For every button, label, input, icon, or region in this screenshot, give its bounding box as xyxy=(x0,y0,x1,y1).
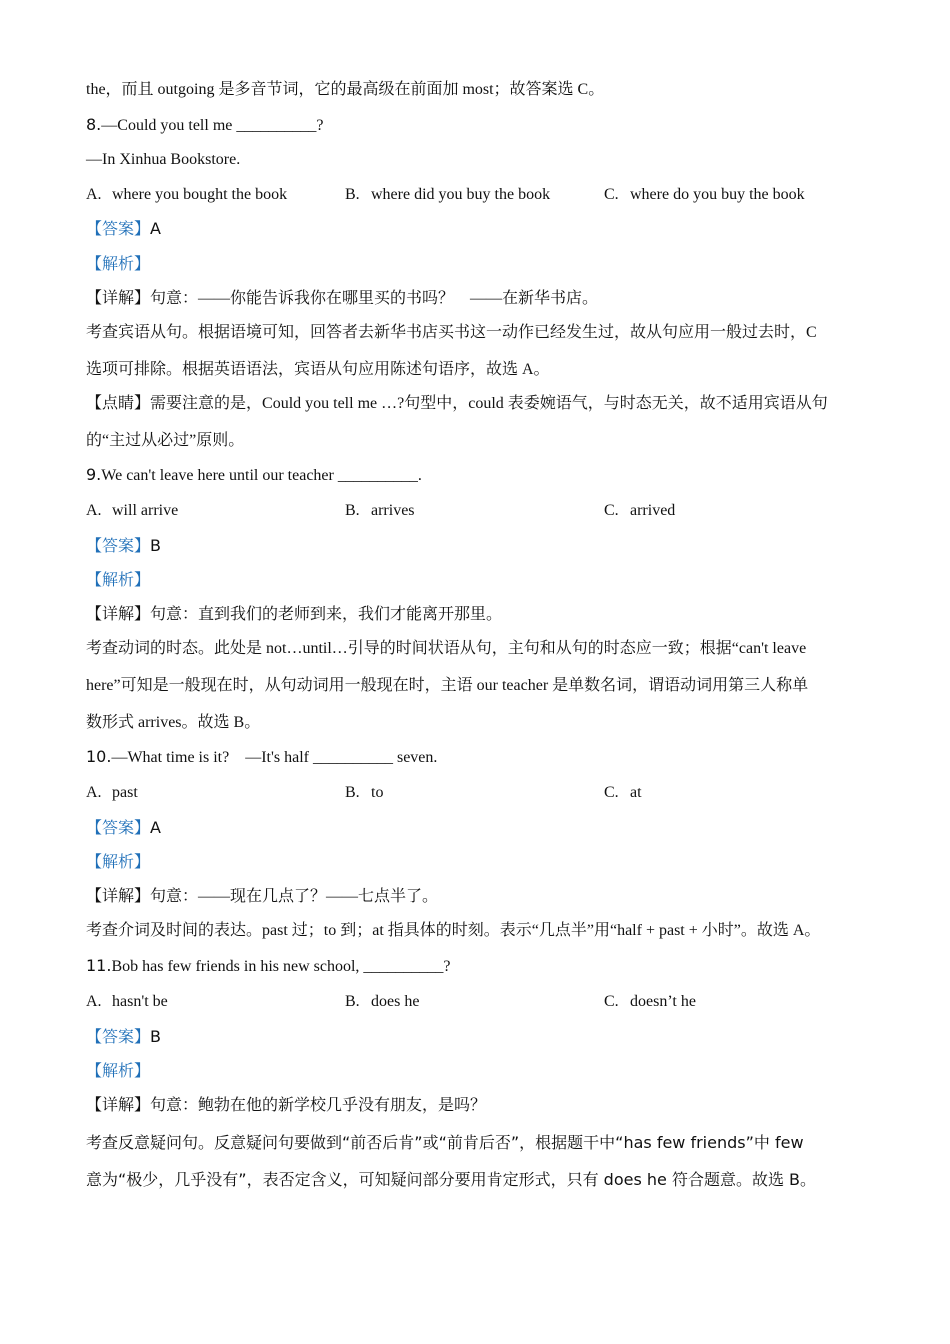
question-number: 10. xyxy=(86,747,112,766)
option-text: doesn’t he xyxy=(630,993,696,1010)
answer-value: A xyxy=(150,219,161,238)
q9-option-c xyxy=(604,500,675,522)
option-text: hasn't be xyxy=(112,993,168,1010)
q8-answer xyxy=(86,218,161,241)
option-letter: B. xyxy=(345,993,360,1010)
q9-option-b xyxy=(345,500,415,522)
detail-text: 句意：鲍勃在他的新学校几乎没有朋友，是吗？ xyxy=(150,1097,487,1114)
question-text: —What time is it? —It's half __________ seven. xyxy=(111,749,438,766)
q9-option-a xyxy=(86,500,178,522)
analysis-tag: 【解析】 xyxy=(86,1063,151,1080)
question-8-reply: —In Xinhua Bookstore. xyxy=(86,151,241,168)
q8-option-b xyxy=(345,184,550,206)
prev-explanation-line: the，而且 outgoing 是多音节词，它的最高级在前面加 most；故答案选 C。 xyxy=(86,81,605,98)
question-number: 11. xyxy=(86,956,112,975)
question-text: We can't leave here until our teacher __________. xyxy=(101,467,422,484)
answer-tag: 【答案】 xyxy=(86,538,151,555)
q10-answer xyxy=(86,817,161,840)
q9-analysis xyxy=(86,570,150,592)
question-8 xyxy=(86,114,323,137)
answer-tag: 【答案】 xyxy=(86,221,151,238)
analysis-tag: 【解析】 xyxy=(86,854,151,871)
question-text: Bob has few friends in his new school, __________? xyxy=(111,958,451,975)
q11-explanation-line-1: 考查反意疑问句。反意疑问句要做到“前否后肯”或“前肯后否”，根据题干中“has few friends”中 few xyxy=(86,1133,804,1152)
option-text: arrives xyxy=(371,502,415,519)
option-letter: A. xyxy=(86,993,102,1010)
option-letter: A. xyxy=(86,186,102,203)
option-letter: C. xyxy=(604,993,619,1010)
q9-explanation-line-3: 数形式 arrives。故选 B。 xyxy=(86,714,261,731)
option-text: past xyxy=(112,784,138,801)
q10-option-c xyxy=(604,782,642,804)
q10-explanation-line-1: 考查介词及时间的表达。past 过；to 到；at 指具体的时刻。表示“几点半”用“half + past + 小时”。故选 A。 xyxy=(86,922,821,939)
answer-value: B xyxy=(150,536,161,555)
option-letter: B. xyxy=(345,502,360,519)
q11-option-b xyxy=(345,991,419,1013)
tip-tag: 【点睛】 xyxy=(86,395,151,412)
q11-explanation-line-2: 意为“极少，几乎没有”，表否定含义，可知疑问部分要用肯定形式，只有 does he 符合题意。故选 B。 xyxy=(86,1170,817,1189)
q11-detail xyxy=(86,1095,486,1117)
option-text: at xyxy=(630,784,642,801)
option-text: arrived xyxy=(630,502,676,519)
option-letter: B. xyxy=(345,784,360,801)
q8-explanation-line-1: 考查宾语从句。根据语境可知，回答者去新华书店买书这一动作已经发生过，故从句应用一般过去时，C xyxy=(86,324,817,341)
q8-tip-line-2: 的“主过从必过”原则。 xyxy=(86,432,245,449)
option-letter: C. xyxy=(604,502,619,519)
detail-text: 句意：直到我们的老师到来，我们才能离开那里。 xyxy=(150,606,503,623)
answer-value: A xyxy=(150,818,161,837)
question-11 xyxy=(86,955,451,978)
question-number: 9. xyxy=(86,465,102,484)
option-text: to xyxy=(371,784,384,801)
option-text: where did you buy the book xyxy=(371,186,551,203)
question-text: —Could you tell me __________? xyxy=(101,117,324,134)
q8-analysis xyxy=(86,254,150,276)
q11-option-c xyxy=(604,991,696,1013)
q8-detail xyxy=(86,288,598,310)
option-text: where do you buy the book xyxy=(630,186,805,203)
q10-analysis xyxy=(86,852,150,874)
tip-text: 需要注意的是，Could you tell me …?句型中，could 表委婉语气，与时态无关，故不适用宾语从句 xyxy=(150,395,828,412)
detail-tag: 【详解】 xyxy=(86,290,151,307)
q8-explanation-line-2: 选项可排除。根据英语语法，宾语从句应用陈述句语序，故选 A。 xyxy=(86,361,550,378)
answer-tag: 【答案】 xyxy=(86,820,151,837)
q11-analysis xyxy=(86,1061,150,1083)
question-9 xyxy=(86,464,422,487)
answer-value: B xyxy=(150,1027,161,1046)
option-letter: A. xyxy=(86,502,102,519)
option-letter: C. xyxy=(604,784,619,801)
option-letter: B. xyxy=(345,186,360,203)
option-text: does he xyxy=(371,993,420,1010)
q8-option-c xyxy=(604,184,805,206)
q10-option-a xyxy=(86,782,138,804)
q8-tip-line-1 xyxy=(86,393,828,415)
option-text: where you bought the book xyxy=(112,186,288,203)
q11-option-a xyxy=(86,991,168,1013)
option-letter: A. xyxy=(86,784,102,801)
q10-option-b xyxy=(345,782,383,804)
option-text: will arrive xyxy=(112,502,179,519)
q9-explanation-line-2: here”可知是一般现在时，从句动词用一般现在时，主语 our teacher 是单数名词，谓语动词用第三人称单 xyxy=(86,677,809,694)
q11-answer xyxy=(86,1026,161,1049)
detail-text: 句意：——你能告诉我你在哪里买的书吗？ ——在新华书店。 xyxy=(150,290,599,307)
option-letter: C. xyxy=(604,186,619,203)
analysis-tag: 【解析】 xyxy=(86,572,151,589)
q10-detail xyxy=(86,886,438,908)
detail-text: 句意：——现在几点了？——七点半了。 xyxy=(150,888,439,905)
question-number: 8. xyxy=(86,115,102,134)
detail-tag: 【详解】 xyxy=(86,888,151,905)
answer-tag: 【答案】 xyxy=(86,1029,151,1046)
question-10 xyxy=(86,746,437,769)
analysis-tag: 【解析】 xyxy=(86,256,151,273)
q9-detail xyxy=(86,604,502,626)
q9-answer xyxy=(86,535,161,558)
detail-tag: 【详解】 xyxy=(86,606,151,623)
q8-option-a xyxy=(86,184,287,206)
q9-explanation-line-1: 考查动词的时态。此处是 not…until…引导的时间状语从句，主句和从句的时态应一致；根据“can't leave xyxy=(86,640,807,657)
detail-tag: 【详解】 xyxy=(86,1097,151,1114)
